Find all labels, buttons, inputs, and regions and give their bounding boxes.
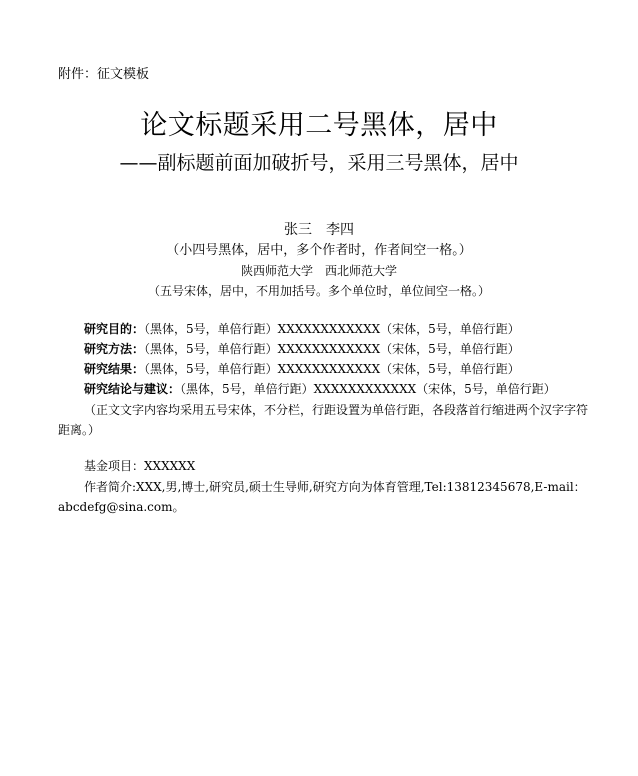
abstract-result-text: （黑体，5号，单倍行距）XXXXXXXXXXXX（宋体，5号，单倍行距） [144, 362, 520, 376]
abstract-purpose-text: （黑体，5号，单倍行距）XXXXXXXXXXXX（宋体，5号，单倍行距） [144, 322, 520, 336]
abstract-method [84, 340, 520, 358]
paper-subtitle: ——副标题前面加破折号，采用三号黑体，居中 [119, 152, 519, 174]
abstract-purpose-label: 研究目的： [84, 322, 145, 336]
abstract-purpose [84, 320, 520, 338]
abstract-conclusion-label: 研究结论与建议： [84, 382, 181, 396]
abstract-result [84, 360, 520, 378]
abstract-conclusion [84, 380, 556, 398]
abstract-method-text: （黑体，5号，单倍行距）XXXXXXXXXXXX（宋体，5号，单倍行距） [144, 342, 520, 356]
paper-title: 论文标题采用二号黑体，居中 [140, 110, 498, 141]
affiliations: 陕西师范大学 西北师范大学 [240, 264, 397, 278]
abstract-method-label: 研究方法： [84, 342, 145, 356]
authors-note: （小四号黑体，居中，多个作者时，作者间空一格。） [166, 243, 472, 258]
affiliations-note: （五号宋体，居中，不用加括号。多个单位时，单位间空一格。） [147, 284, 490, 298]
authors: 张三 李四 [284, 222, 354, 238]
attachment-label: 附件：征文模板 [58, 67, 150, 82]
author-introduction: 作者简介:XXX,男,博士,研究员,硕士生导师,研究方向为体育管理,Tel:13812345678,E-mail：abcdefg@sina.com。 [58, 480, 586, 514]
fund-project: 基金项目：XXXXXX [84, 459, 196, 473]
abstract-conclusion-text: （黑体，5号，单倍行距）XXXXXXXXXXXX（宋体，5号，单倍行距） [180, 382, 556, 396]
abstract-result-label: 研究结果： [84, 362, 145, 376]
body-format-note: （正文文字内容均采用五号宋体，不分栏，行距设置为单倍行距，各段落首行缩进两个汉字字符距离。） [58, 403, 589, 437]
